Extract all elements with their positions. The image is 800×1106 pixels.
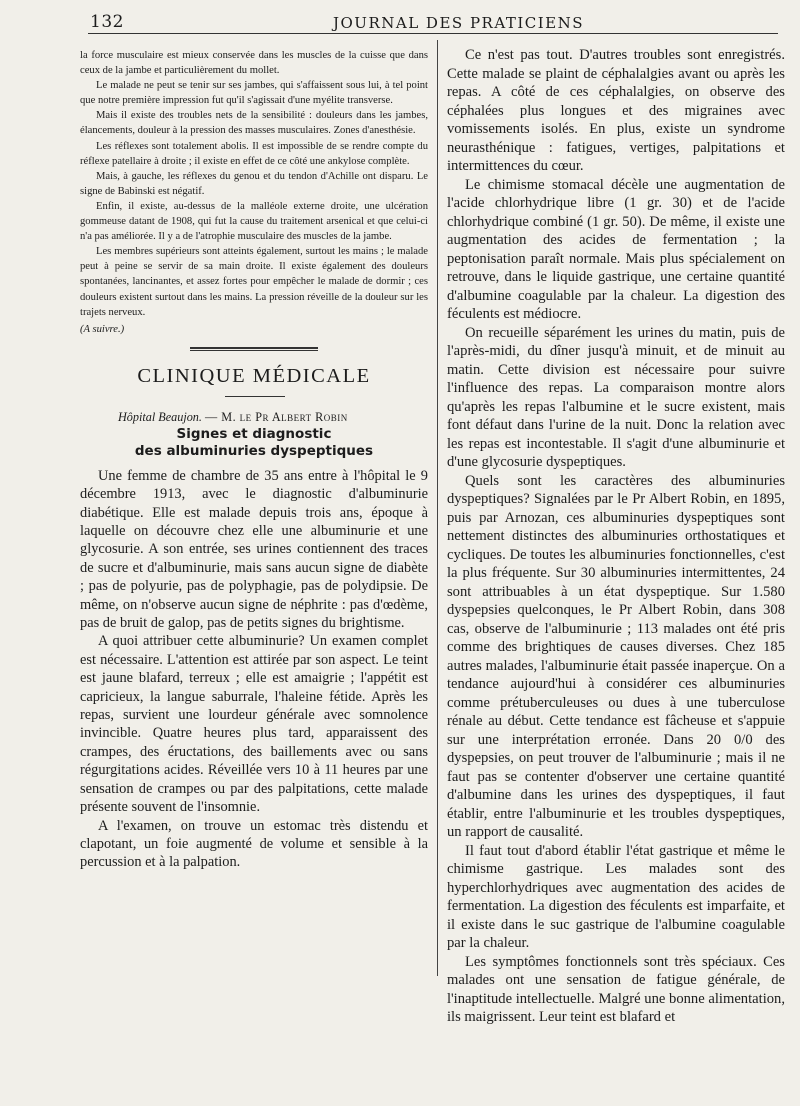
- paragraph: Il faut tout d'abord établir l'état gastrique et même le chimisme gastrique. Les malades sont des hyperchlorhydriques avec augmentation des acides de fermentation. La digestion des féculents est imparfaite, et il existe dans le suc gastrique de l'albumine coagulable par la chaleur.: [447, 842, 785, 951]
- header-rule: [88, 33, 778, 34]
- section-separator: [190, 347, 318, 351]
- paragraph: Le chimisme stomacal décèle une augmentation de l'acide chlorhydrique libre (1 gr. 30) et de l'acide chlorhydrique combiné (1 gr. 50). De même, il existe une augmentation des acides de fermentation ; la peptonisation paraît normale. Mais plus spécialement on retrouve, dans le liquide gastrique, une certaine quantité d'albumine coagulable par la chaleur. La digestion des féculents est médiocre.: [447, 176, 785, 322]
- paragraph: Une femme de chambre de 35 ans entre à l'hôpital le 9 décembre 1913, avec le diagnostic d'albuminurie diabétique. Elle est malade depuis trois ans, époque à laquelle on découvre chez elle une albuminurie et une glycosurie. A son entrée, ses urines contiennent des traces de sucre et d'albuminurie, mais sans aucun signe de diabète ; pas de polyurie, pas de polyphagie, pas de polydipsie. De même, on n'observe aucun signe de néphrite : pas d'œdème, pas de bruit de galop, pas de petits signes du brightisme.: [80, 467, 428, 632]
- paragraph: la force musculaire est mieux conservée dans les muscles de la cuisse que dans ceux de la jambe et particulièrement du mollet.: [80, 50, 428, 77]
- left-column: [80, 48, 428, 872]
- column-divider: [437, 40, 438, 976]
- article-body-right: [447, 46, 785, 1027]
- page-header: [78, 10, 778, 34]
- paragraph: Le malade ne peut se tenir sur ses jambes, qui s'affaissent sous lui, à tel point que notre première impression fut qu'il s'agissait d'une myélite transverse.: [80, 80, 428, 107]
- case-continuation: [80, 48, 428, 337]
- paragraph: Les membres supérieurs sont atteints également, surtout les mains ; le malade peut à peine se servir de sa main droite. Il existe également des douleurs spontanées, lancinantes, et assez fortes pour empêcher le malade de dormir ; ces douleurs existent surtout dans les mains. La pression réveille de la douleur sur les trajets nerveux.: [80, 246, 428, 318]
- paragraph: Mais, à gauche, les réflexes du genou et du tendon d'Achille ont disparu. Le signe de Babinski est négatif.: [80, 170, 428, 197]
- paragraph: A quoi attribuer cette albuminurie? Un examen complet est nécessaire. L'attention est attirée par son aspect. Le teint est jaune blafard, terreux ; elle est amaigrie ; l'appétit est capricieux, la langue saburrale, l'haleine fétide. Après les repas, survient une lourdeur générale avec somnolence invincible. Quatre heures plus tard, apparaissent des crampes, des éructations, des baillements avec ou sans régurgitations acides. Réveillée vers 10 à 11 heures par une sensation de crampes ou par des palpitations, cette malade présente souvent de l'insomnie.: [80, 633, 428, 816]
- section-title: CLINIQUE MÉDICALE: [137, 364, 371, 387]
- author-name: — M. le Pr Albert Robin: [205, 409, 348, 424]
- paragraph: Quels sont les caractères des albuminuries dyspeptiques? Signalées par le Pr Albert Robin, en 1895, puis par Arnozan, ces albuminuries dyspeptiques sont nettement distinctes des albuminuries orthostatiques et cycliques. De toutes les albuminuries fonctionnelles, c'est la plus fréquente. Sur 30 albuminuries intermittentes, 24 sont attribuables à un état dyspeptique. Sur 1.580 dyspepsies quelconques, le Pr Albert Robin, dans 308 cas, observe de l'albuminurie ; 113 malades ont été pris comme des brightiques de causes diverses. Chez 185 autres malades, l'albuminurie était passée inaperçue. On a tendance aujourd'hui à considérer ces albuminuries comme prétuberculeuses ou dues à une tuberculose rénale au début. Cette tendance est fâcheuse et s'appuie sur une interprétation erronée. Dans 20 0/0 des dyspepsies, on peut trouver de l'albuminurie ; mais il ne faut pas se contenter d'observer une certaine quantité d'albumine dans les urines des dyspeptiques, il faut établir, entre l'albuminurie et les troubles dyspeptiques, un rapport de causalité.: [447, 472, 785, 840]
- hospital-name: Hôpital Beaujon.: [118, 409, 202, 424]
- article-body-left: [80, 467, 428, 872]
- paragraph: On recueille séparément les urines du matin, puis de l'après-midi, du dîner jusqu'à minuit, et de minuit au matin. Cette division est nécessaire pour suivre l'influence des repas. La comparaison montre alors qu'après les repas l'albumine et le sucre existent, mais font défaut dans l'urine de la nuit. Donc la relation avec les repas est incontestable. Il s'agit d'une albuminurie et d'une glycosurie dyspeptiques.: [447, 324, 785, 470]
- page-number: 132: [90, 12, 124, 32]
- paragraph: Enfin, il existe, au-dessus de la malléole externe droite, une ulcération gommeuse datant de 1908, qui fut la cause du traitement arsenical et que celui-ci n'a pas améliorée. Il y a de l'atrophie musculaire des muscles de la jambe.: [80, 200, 428, 243]
- to-be-continued: (A suivre.): [80, 323, 125, 335]
- paragraph: Mais il existe des troubles nets de la sensibilité : douleurs dans les jambes, élancements, douleur à la pression des masses musculaires. Zones d'anesthésie.: [80, 110, 428, 137]
- title-rule: [225, 396, 285, 397]
- article-title-line: des albuminuries dyspeptiques: [134, 442, 374, 459]
- paragraph: A l'examen, on trouve un estomac très distendu et clapotant, un foie augmenté de volume et sensible à la percussion et à la palpation.: [80, 817, 428, 871]
- paragraph: Les symptômes fonctionnels sont très spéciaux. Ces malades ont une sensation de fatigue générale, de l'inaptitude intellectuelle. Malgré une bonne alimentation, ils maigrissent. Leur teint est blafard et: [447, 953, 785, 1025]
- article-title-line: Signes et diagnostic: [176, 425, 332, 442]
- right-column: [447, 46, 785, 1027]
- article-title: [80, 426, 428, 460]
- paragraph: Ce n'est pas tout. D'autres troubles sont enregistrés. Cette malade se plaint de céphalalgies avant ou après les repas. A côté de ces céphalalgies, on observe des céphalées plus longues et des migraines avec vomissements isolés. En plus, existe un syndrome neurasthénique : fatigues, vertiges, palpitations et intermittences du cœur.: [447, 47, 785, 174]
- byline: [118, 410, 428, 425]
- paragraph: Les réflexes sont totalement abolis. Il est impossible de se rendre compte du réflexe patellaire à droite ; il existe en effet de ce côté une ankylose complète.: [80, 140, 428, 167]
- running-head: JOURNAL DES PRATICIENS: [333, 14, 585, 32]
